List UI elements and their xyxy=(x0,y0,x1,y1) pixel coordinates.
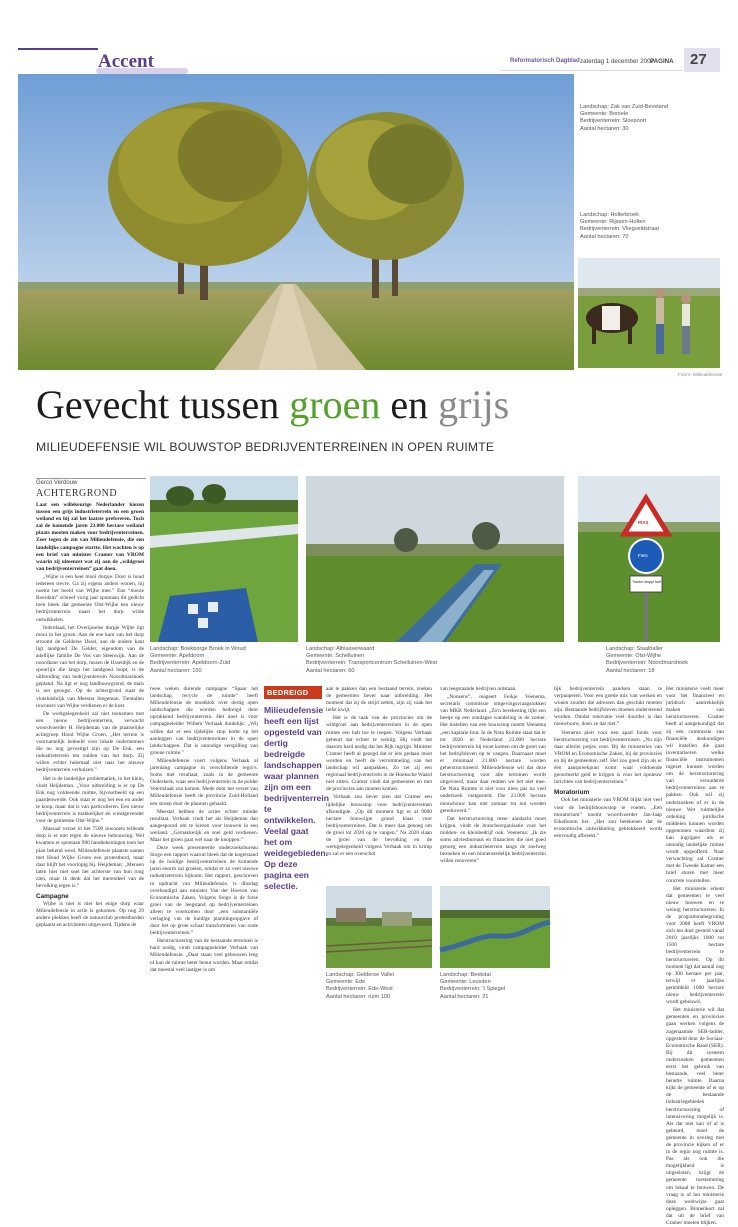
sign-mid-text: Fiets xyxy=(638,553,648,558)
caption-beekdal xyxy=(440,972,505,1001)
woud-photo xyxy=(150,476,298,642)
article-paragraph: Het ministerie wil dat gemeenten en provincies gaan werken volgens de zogenaamde SER-ladder, opgesteld door de Sociaal-Economische Raad (SER). Bij dit systeem onderzoeken gemeenten eerst het gebruik van bestaande, veel beter benutte ruimte. Daarna kijkt de gemeente of er op de bestaande industriegebieden herstructurering of intensivering mogelijk is. Als dat niet kan of al is gebeurd, moet de gemeente in overleg met de provincie kijken of er in de regio nog ruimte is. Pas als ook die mogelijkheid is uitgesloten, krijgt de gemeente toestemming om lokaal te bouwen. De vraag is of het ministerie deze werkwijze gaat opleggen. Binnenkort zal dat uit de brief van Cramer moeten blijken. xyxy=(666,1007,724,1227)
article-paragraph: Wijhe is niet is niet het enige dorp waar Milieudefensie in actie is gekomen. Op nog 29 andere plekken heeft de natuurclub protestborden geplaatst en activiteiten uitgevoerd. Tijdens de xyxy=(36,901,144,929)
subhead-campagne: Campagne xyxy=(36,893,69,901)
header-pagina: PAGINA xyxy=(650,58,674,65)
caption-line: Landschap: Zak van Zuid-Beveland xyxy=(580,104,669,110)
quote-label: BEDREIGD xyxy=(264,686,322,699)
cows-illustration xyxy=(578,258,720,368)
page-number-tab xyxy=(684,48,720,72)
caption-line: Gemeente: Schelluinen xyxy=(306,653,365,660)
subheadline: MILIEUDEFENSIE WIL BOUWSTOP BEDRIJVENTERREINEN IN OPEN RUIMTE xyxy=(36,440,495,454)
staalhaller-photo xyxy=(578,476,720,642)
article-column-5-bottom xyxy=(554,886,662,1042)
article-paragraph: Het ministerie voelt meer voor het financieel en juridisch aantrekkelijk maken van herstructureren. Cramer heeft al aangekondigd dat zij een commissie van financiële deskundigen wil instellen die gaat inventariseren welke financiële instrumenten ingezet kunnen worden om de herstructurering van verouderde bedrijventerreinen aan te pakken. Ook wil zij onderzoeken of er in de nieuwe Wet ruimtelijke ordening juridische middelen kunnen worden opgenomen waardoor zij kan ingrijpen als er onnodig landelijke ruimte wordt opgeofferd. Naar verwachting zal Cramer met de Tweede Kamer een brief sturen met meer concrete voorstellen. xyxy=(666,686,724,884)
caption-line: Bedrijventerrein: Vliegveldstraat xyxy=(580,226,659,233)
caption-line: Aantal hectaren: 30 xyxy=(580,125,629,132)
caption-line: Aantal hectaren: 150 xyxy=(150,667,202,674)
caption-line: Landschap: Gelderse Vallei xyxy=(326,972,394,978)
article-paragraph: Ook het ministerie van VROM blijkt niet veel voor de bedrijfsbouwstop te voelen. „Een moratorium” noemt woordvoerder Jan-Jaap Eikelboom het. „Het zou betekenen dat de economische ontwikkeling geblokkeerd wordt eenvoudig afbreekt.” xyxy=(554,797,662,839)
alblasserwaard-illustration xyxy=(306,476,564,642)
headline-part1: Gevecht tussen xyxy=(36,382,280,427)
accent-logo xyxy=(96,52,196,76)
caption-line: Gemeente: Leusden xyxy=(440,979,491,986)
cows-photo xyxy=(578,258,720,368)
article-paragraph: Het ministerie erkent dat gemeenten te veel nieuw bouwen en te weinig herstructureren. In de programmabegroting voor 2008 heeft VROM zich ten doel gesteld vanaf 2010 jaarlijks 1000 tot 1500 hectare bedrijventerrein te herstructureren. Op dit moment ligt dat aantal nog op 300 hectare per jaar, terwijl er jaarlijks gemiddeld 1000 hectare nieuw bedrijventerrein wordt gebouwd. xyxy=(666,885,724,1006)
byline-author: Gerco Verdouw xyxy=(36,478,146,486)
caption-line: Bedrijventerrein: Transportcentrum Schelluinen-West xyxy=(306,660,438,667)
article-lead: Laat een willekeurige Nederlander kiezen tussen een grijs industrieterrein en een groen weiland en hij zal het laatste prefereren. Toch zal de komende jaren 23.000 hectare weiland plaats moeten maken voor bedrijventerreinen. Zeer tegen de zin van Milieudefensie, die een landelijke campagne startte. Het wachten is op een brief van minister Cramer van VROM waarin zij uiteenzet wat zij aan de „wildgroei van bedrijventerreinen” gaat doen. xyxy=(36,502,144,572)
caption-line: Landschap: Boekborge Broek in Woud xyxy=(150,646,246,652)
caption-line: Bedrijventerrein: Ede-West xyxy=(326,986,393,993)
sign-top-text: PIAS xyxy=(638,520,649,525)
gelderse-photo xyxy=(326,886,432,968)
article-paragraph: Meestal hebben de acties echter minder resultaat. Verhaak vindt het als Heijdeman dan aangespoord om te kiezen voor bouwen in een weiland. „Gemakkelijk en snel geld verdienen. Maar het groen gaat wel naar de knoppen.” xyxy=(150,808,258,843)
article-paragraph: Het is de taak van de provincies om de wildgroei aan bedrijventerreinen in de open ruimte een halt toe te roepen. Volgens Verhaak gebeurt dat echter te weinig. Hij vindt het daarom hard nodig dat het Rijk ingrijpt. Minister Cramer heeft al gezegd dat er iets gedaan moet worden en heeft de verrommeling van het landschap wil aanpakken. Zo zet zij een regionaal bedrijventerrein in de Hoeksche Waard niet zitten. Cramer vindt dat gemeenten en met de provincies aan moeten komen. xyxy=(326,715,432,793)
caption-line: Aantal hectaren: 18 xyxy=(606,667,655,674)
article-column-3 xyxy=(326,686,432,882)
article-paragraph: Deze week presenteerde onderzoeksbureau Stogo een rapport waaruit bleek dat de kogelstand op de huidige bedrijventerreinen de komende jaren enorm zal groeien, omdat er zo veel nieuwe industrieterrein bijkomt. Het rapport, geschreven in opdracht van Milieudefensie, is dinsdag overhandigd aan minister Van der Hoeven van Economische Zaken. Volgens Stogo is de forse groei van de leegstand op bedrijventerreinen alleen te voorkomen door „een substantiële verlaging van de huidige planningsopgave of door het op grote schaal transformeren van oude bedrijventerreinen.” xyxy=(150,845,258,937)
caption-line: Landschap: Alblasserwaard xyxy=(306,646,375,652)
article-paragraph: Het is de landelijke problematiek, in het klein, vindt Heijdeman. „Voor uitbreiding is er op De Enk nog voldoende ruimte, bijvoorbeeld op een paardenweide. Ook staat er nog het een en ander te koop, maar dat is van particulieren. Een nieuw bedrijventerrein is makkelijker én winstgevender voor de gemeente Olst-Wijhe.” xyxy=(36,775,144,825)
article-paragraph: „Nonsens”, reageert Feikje Veenema, secretaris commissie omgevingsvraagstukken van MKB Nederland. „Zo'n berekening lijkt een beetje op een zondagse wandeling in de zomer. Het instellen van een bouwstop noemt Veenema „een kapitale fout. In de Nota Ruimte staat dat er tot 2020 in Nederland 23.000 hectare bedrijventerrein bij moet komen om de groei van het bedrijfsleven op te vangen. Daarnaast moet er minimaal 21.000 hectare worden geherstructureerd. Milieudefensie wil dat deze herstructurering voor alle terreinen wordt uitgevoerd, maar daar redden we het niet mee. De Nota Ruimte is niet voor niets pas na veel onderzoek vastgesteld. Die 23.000 hectare nieuwbouw kan niet zomaar tot nul worden gereduceerd.” xyxy=(440,694,546,814)
caption-line: Gemeente: Rijssen-Holten xyxy=(580,219,646,226)
caption-line: Bedrijventerrein: Apeldoorn-Zuid xyxy=(150,660,231,667)
article-paragraph: lijk bedrijventerrein pandsen staan te verpauperen. Voor een goede mix van werken en wonen zouden die adressen dan geschikt moeten zijn. Bestaande bedrijfsleven moeten ondersteund worden. Omdat renovatie veel duurder is dan nieuwbouw, doen ze dat niet.” xyxy=(554,686,662,728)
pull-quote xyxy=(264,686,329,936)
caption-line: Bedrijventerrein: 't Spiegel xyxy=(440,986,506,993)
caption-line: Gemeente: Ede xyxy=(326,979,366,986)
caption-line: Gemeente: Borsele xyxy=(580,111,629,118)
section-title: Accent xyxy=(98,51,154,72)
headline-part2: en xyxy=(390,382,429,427)
article-paragraph: Herstructurering van de bestaande terreinen is hard nodig, vindt campagneleider Verhaak van Milieudefensie. „Daar staan veel gebouwen leeg of kan de ruimte beter benut worden. Maar omdat dat meestal veel lastiger is om xyxy=(150,938,258,973)
caption-line: Landschap: Staalhaller xyxy=(606,646,663,652)
caption-zuid-beveland xyxy=(580,104,668,133)
article-paragraph: Verhaak zou liever zien dat Cramer een tijdelijke bouwstop voor bedrijventerreinen afkondigde. „Op dit moment ligt er al 9000 hectare bouwrijpe grond klaar voor bedrijventerreinen. Dat is meer dan genoeg om de groei tot 2020 op te vangen.” Na 2020 slaan de groei van de bevolking en de werkgelegenheid volgens Verhaak om in krimp en zal er een overschot xyxy=(326,794,432,858)
top-rule xyxy=(18,48,98,50)
publisher-name: Reformatorisch Dagblad xyxy=(510,58,580,64)
beekdal-illustration xyxy=(440,886,550,968)
article-paragraph: aan te pakken dan een bestaand terrein, zoeken de gemeenten liever naar uitbreiding. Het moment dat zij de strijd zetten, zijn zij vaak het liefst kwijt. xyxy=(326,686,432,714)
header-date: zaterdag 1 december 2007 xyxy=(580,58,654,65)
article-paragraph: Inderdaad, het Overijsselse dorpje Wijhe ligt mooi in het groen. Aan de ene kant van het dorp stroomt de Gelderse IJssel, aan de andere kant ligt landgoed De Gelder, eigendom van de adellijke familie De Vos van Steenwijk. Aan de noordkant van het dorp, tussen de IJsseldijk en de spoorlijn die langs het landgoed loopt, is de uitbreiding van bedrijventerrein Noordmarshoek gepland. Na ligt er nog landbouwgrond, de maïs is net geoogst. Op de achtergrond staat de vlotsluisbrijk van Meester Stegeman. Tientallen inwoners van Wijhe verdienen er de kost. xyxy=(36,624,144,709)
main-photo xyxy=(18,74,574,370)
woud-illustration xyxy=(150,476,298,642)
caption-line: Gemeente: Olst-Wijhe xyxy=(606,653,662,660)
caption-hollerbroek xyxy=(580,212,659,241)
gelderse-illustration xyxy=(326,886,432,968)
article-paragraph: „Wijhe is een heel mooi dorpje. Door is houd iedereen trevre. Ga zij ergens anders wonen, hij noemt het beeld van Wijhe mee.” Ene “mooie Boerdam” schreef vorig jaar spontaan dit gedicht toen bleek dat gemeente Olst-Wijhe een nieuw bedrijventerrein naast het dorp wilde ontwikkelen. xyxy=(36,573,144,623)
caption-line: Landschap: Hollerbroek xyxy=(580,212,640,218)
article-paragraph: van leegstaande bedrijven ontstaan. xyxy=(440,686,517,692)
caption-line: Bedrijventerrein: Noordmarshoek xyxy=(606,660,689,667)
headline xyxy=(36,382,509,428)
caption-line: Gemeente: Apeldoorn xyxy=(150,653,205,660)
article-paragraph: Milieudefensie voert volgens Verhaak al jarenlang campagne in verschillende regio's. Soms met resultaat, zoals in de gemeente Ouderkerk, waar een bedrijventerrein in de polder Vetertslaak zou komen. Mede door het verzet van Milieudefensie heeft de provincie Zuid-Holland een streep door de plannen gehaald. xyxy=(150,757,258,807)
article-paragraph: Veenema pleit voor een apart fonds voor herstructurering van bedrijventerreinen. „Nu zijn daar allerlei potjes voor. Bij de ministeries van VROM en Economische Zaken, bij de provincies en bij de gemeenten zelf. Het zou goed zijn als er één aanspreekpunt komt waar voldoende geoormerkt geld te krijgen is voor het opnieuw inrichten van bedrijventerreinen.” xyxy=(554,729,662,786)
article-column-2 xyxy=(150,686,258,1042)
caption-line: Aantal hectaren: 60 xyxy=(306,667,355,674)
alblasserwaard-photo xyxy=(306,476,564,642)
headline-green: groen xyxy=(289,382,381,427)
sign-small-text: Tractor stoppt halt xyxy=(632,580,661,584)
photo-credit: Foto's: Milieudefensie xyxy=(678,372,723,377)
subhead-moratorium: Moratorium xyxy=(554,789,590,797)
caption-woud xyxy=(150,646,246,675)
page-number: 27 xyxy=(690,51,707,68)
article-paragraph: Dat herstructurering meer aandacht moet krijgen, vindt de brancheorganisatie voor het midden- en kleinbedrijf ook. Veenema: „Ik zie soms adviesbureaus en financiers die niet goed genoeg een industrieterrein langs de snelweg bezoeken en een binnenstedelijk bedrijventerrein willen renoveren” xyxy=(440,815,546,865)
article-column-6 xyxy=(666,686,724,1227)
byline-section: ACHTERGROND xyxy=(36,488,118,499)
article-column-1 xyxy=(36,502,144,1044)
beekdal-photo xyxy=(440,886,550,968)
caption-line: Bedrijventerrein: Sloepoort xyxy=(580,118,647,125)
article-column-5 xyxy=(554,686,662,882)
article-paragraph: Massaal verzet in het 7500 inwoners tellende dorp is er niet tegen de nieuwe bebouwing. Wel kwamen er spontaan 900 handtekeningen toen het plan bekend werd. Milieudefensie plaatste samen met Houd Wijhe Groen een protestbord, maar daar blijft het voorlopig bij. Heijdeman: „Mensen laten hier niet snel het achterste van hun tong zien, maar ik denk dat het merendeel van de bevolking tegen is.” xyxy=(36,826,144,889)
headline-grey: grijs xyxy=(438,382,510,427)
caption-line: Landschap: Beekdal xyxy=(440,972,491,978)
article-paragraph: twee weken durende campagne “Spaar het landschap, recycle de ruimte” heeft Milieudefensie de noodklok over dertig open landschappen die worden bedreigd door oprukkend bedrijventerrein. Het doel is voor campagneleider Willem Verhaak duidelijk: „Wij willen dat er een tijdelijke stop komt op het aanleggen van bedrijventerreinen in de open landschappen. Dat is onnodige verspilling van groene ruimte.” xyxy=(150,686,258,756)
caption-staalhaller xyxy=(606,646,688,675)
article-paragraph: De werkgelegenheid zal niet toenemen met een nieuw bedrijventerrein, verwacht woordvoerder H. Heijdeman van de plaatselijke actiegroep Houd Wijhe Groen. „Het terrein is voornamelijk bedoeld voor lokale ondernemers die nu nog gevestigd zijn op De Enk, een industrieterrein ten zuiden van het dorp. Zij willen echter helemaal niet naar het nieuwe bedrijventerrein verhuizen.” xyxy=(36,710,144,774)
staalhaller-illustration xyxy=(578,476,720,642)
quote-text: Milieudefensie heeft een lijst opgesteld van dertig bedreigde landschappen waar plannen zijn om een bedrijventerrein te ontwikkelen. Veelal gaat het om weidegebieden. Op deze pagina een selectie. xyxy=(264,705,329,891)
caption-gelderse xyxy=(326,972,394,1001)
caption-alblasserwaard xyxy=(306,646,437,675)
caption-line: Aantal hectaren: ruim 100 xyxy=(326,993,391,1000)
caption-line: Aantal hectaren: 21 xyxy=(440,993,489,1000)
caption-line: Aantal hectaren: 70 xyxy=(580,233,629,240)
article-column-4 xyxy=(440,686,546,882)
header-bar xyxy=(500,56,682,71)
main-photo-illustration xyxy=(18,74,574,370)
